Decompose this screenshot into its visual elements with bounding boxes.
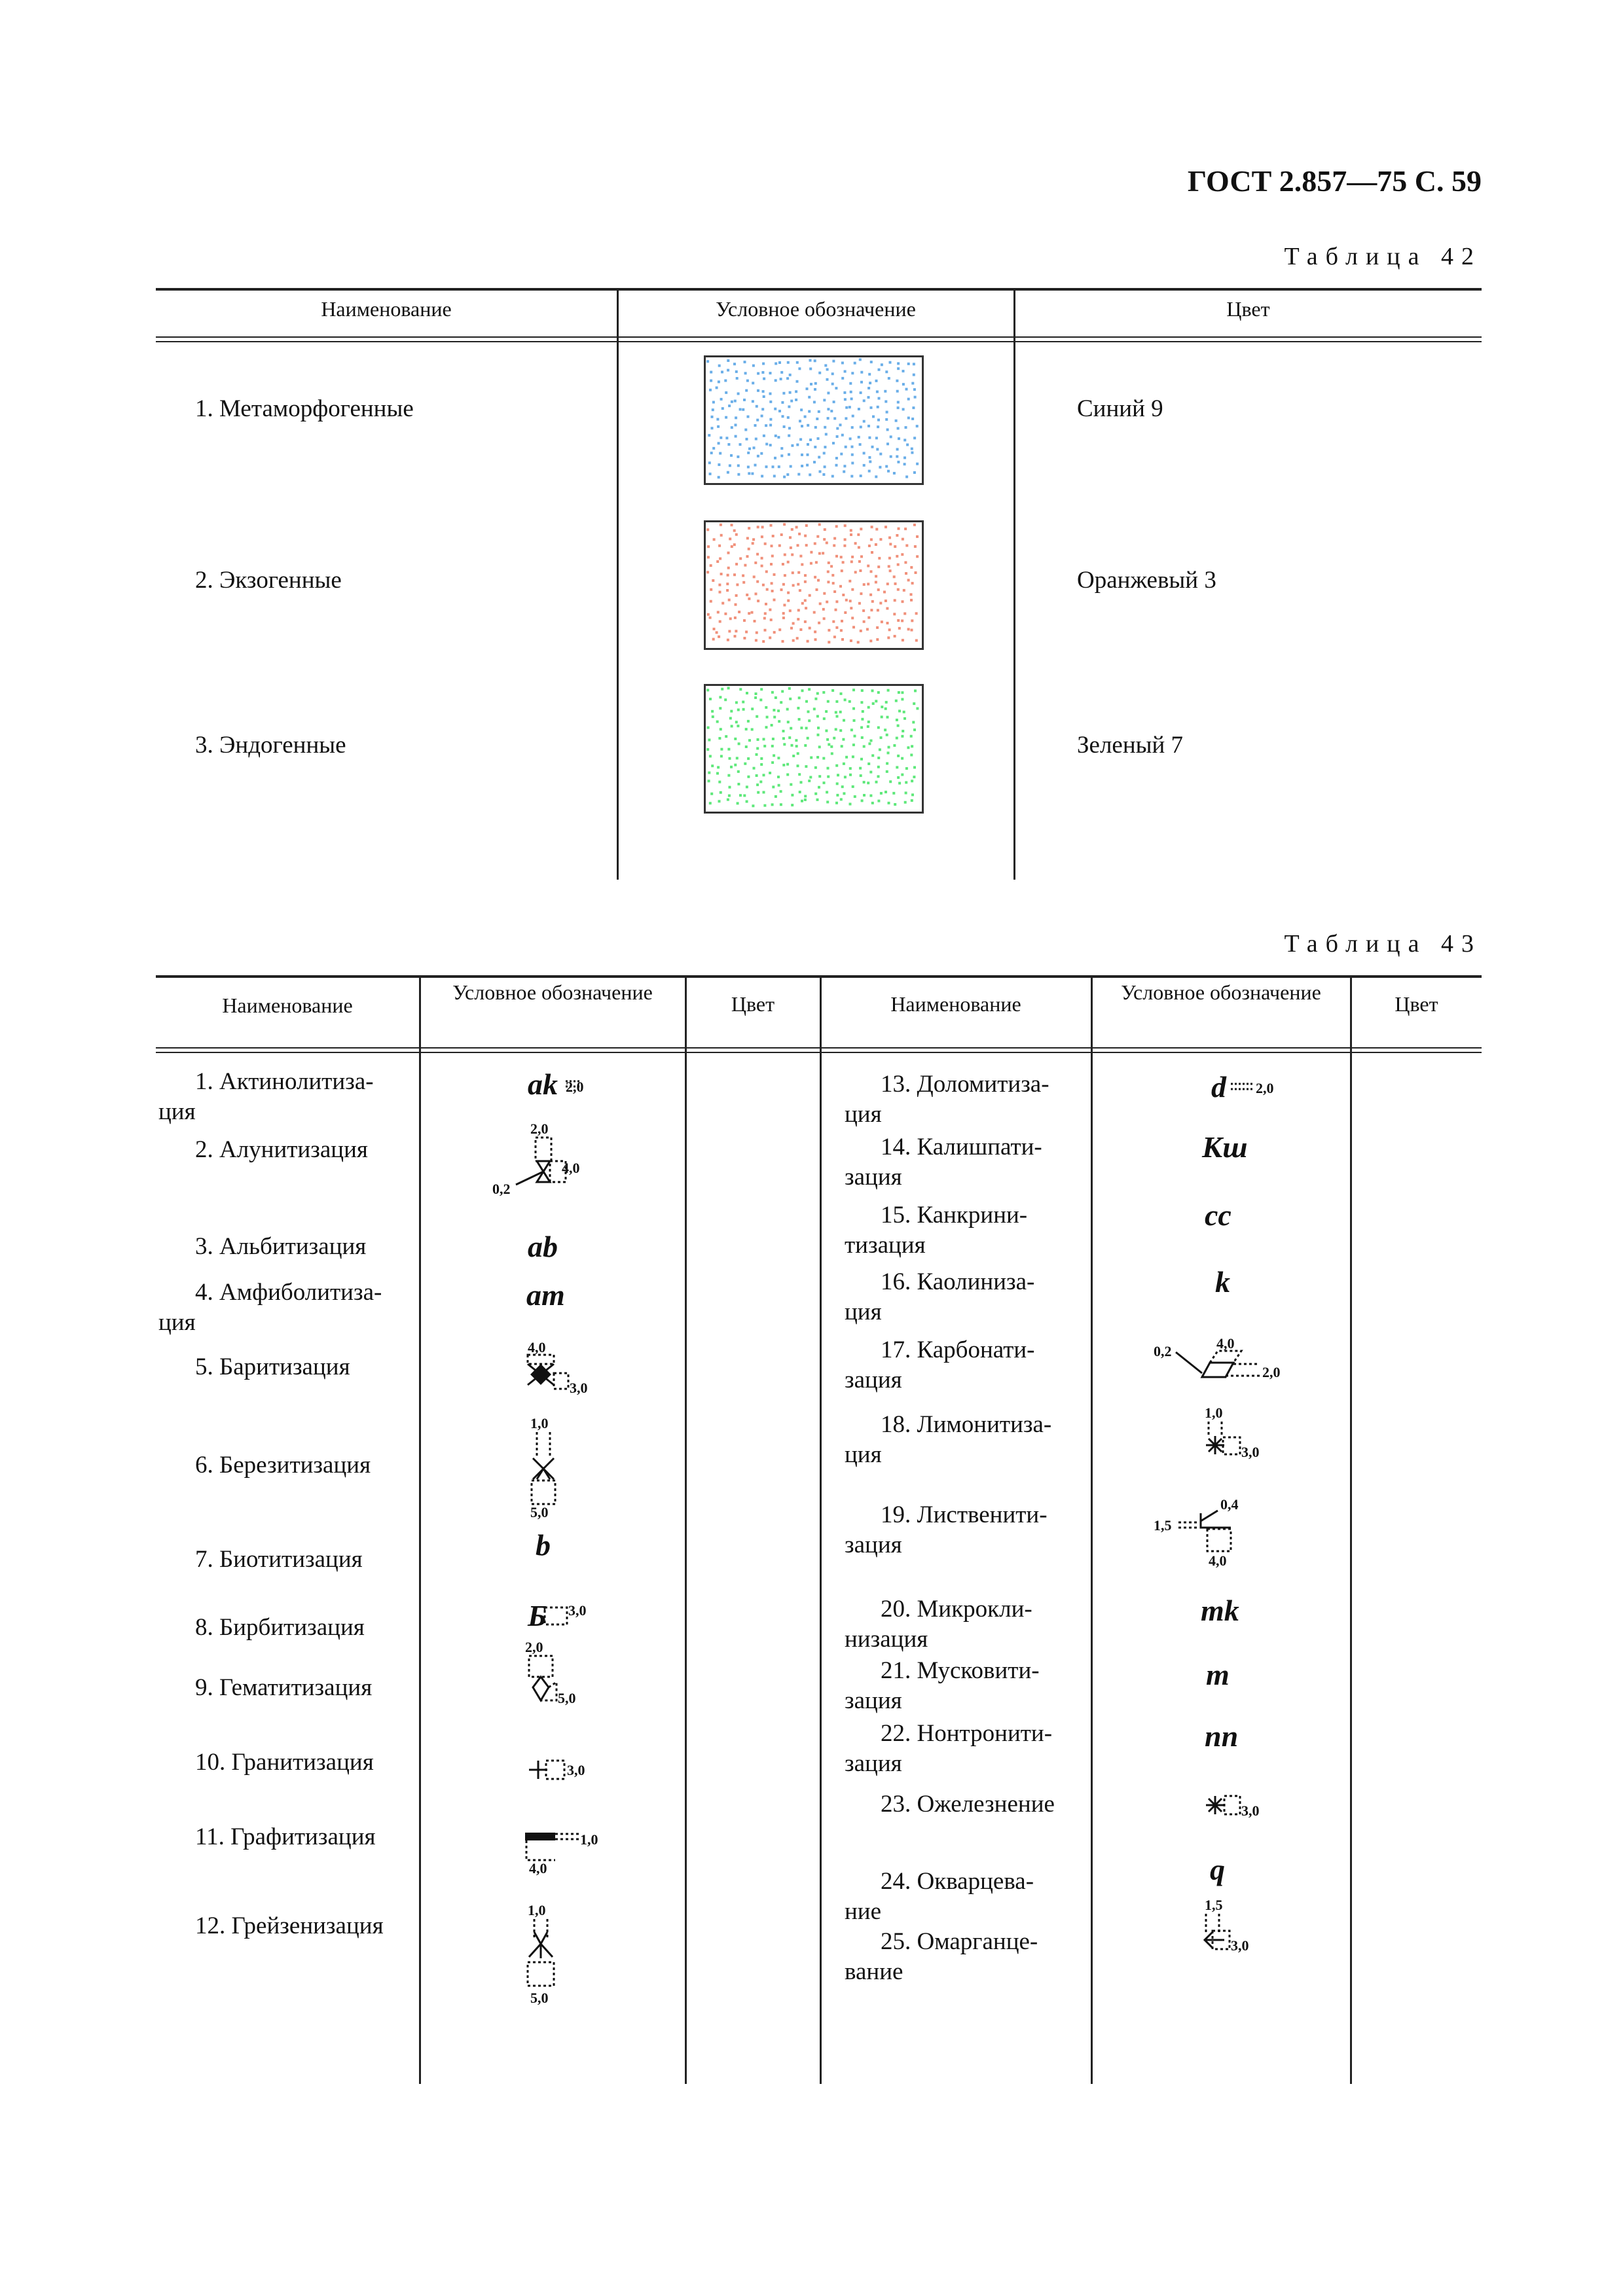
page-header: ГОСТ 2.857—75 С. 59 — [1187, 164, 1482, 198]
svg-text:5,0: 5,0 — [530, 1990, 549, 2006]
svg-text:3,0: 3,0 — [1241, 1803, 1260, 1819]
t43-name-11: 11. Графитизация — [195, 1823, 376, 1850]
symbol-hematitization — [525, 1639, 576, 1706]
svg-text:1,5: 1,5 — [1205, 1897, 1223, 1913]
symbol-kalishpatization: Кш — [1202, 1130, 1248, 1164]
t43-name-21-l1: 21. Мусковити- — [881, 1657, 1040, 1684]
svg-text:3,0: 3,0 — [1241, 1444, 1260, 1460]
symbol-ab: ab — [528, 1230, 558, 1263]
table-42-row-3-color: Зеленый 7 — [1077, 732, 1184, 759]
t43-name-3: 3. Альбитизация — [195, 1233, 367, 1260]
symbol-limonitization — [1205, 1405, 1260, 1460]
symbol-okvartsevanie: q — [1210, 1853, 1225, 1886]
symbol-graphitization — [525, 1831, 598, 1876]
svg-text:1,0: 1,0 — [1205, 1405, 1223, 1421]
t43-name-19-l2: зация — [845, 1532, 902, 1558]
t43-name-1-l1: 1. Актинолитиза- — [195, 1068, 374, 1095]
t43-name-25-l1: 25. Омарганце- — [881, 1928, 1038, 1955]
t43-name-24-l1: 24. Окварцева- — [881, 1868, 1034, 1895]
svg-text:ak: ak — [528, 1067, 558, 1101]
symbol-granitization — [529, 1761, 585, 1779]
symbol-dolomitization — [1211, 1070, 1274, 1103]
symbol-microclinization: mk — [1201, 1594, 1239, 1627]
symbol-cancrinitization: cc — [1205, 1198, 1231, 1232]
table-43-col-symbol-right: Условное обозначение — [1121, 980, 1321, 1004]
svg-text:1,0: 1,0 — [528, 1902, 546, 1918]
symbol-nontronitization: nn — [1205, 1719, 1239, 1753]
svg-text:0,2: 0,2 — [492, 1181, 511, 1197]
svg-text:2,0: 2,0 — [566, 1079, 584, 1095]
svg-text:d: d — [1211, 1070, 1226, 1103]
t43-name-7: 7. Биотитизация — [195, 1546, 363, 1573]
svg-text:4,0: 4,0 — [1216, 1335, 1235, 1352]
symbol-baritization — [528, 1339, 588, 1396]
table-42-col-color: Цвет — [1226, 297, 1270, 321]
svg-text:5,0: 5,0 — [558, 1690, 576, 1706]
table-43-col-color-right: Цвет — [1395, 992, 1438, 1016]
symbol-kaolinization: k — [1215, 1265, 1230, 1299]
svg-text:4,0: 4,0 — [562, 1160, 580, 1176]
svg-text:4,0: 4,0 — [1209, 1552, 1227, 1569]
svg-text:3,0: 3,0 — [568, 1602, 587, 1619]
symbol-greisenization — [528, 1902, 554, 2006]
svg-text:1,5: 1,5 — [1154, 1517, 1172, 1534]
t43-name-23: 23. Ожелезнение — [881, 1791, 1055, 1818]
symbol-carbonatization — [1154, 1335, 1281, 1380]
t43-name-16-l1: 16. Каолиниза- — [881, 1268, 1035, 1295]
svg-text:Б: Б — [528, 1599, 547, 1632]
table-42-caption: Таблица 42 — [1284, 243, 1482, 270]
t43-name-21-l2: зация — [845, 1687, 902, 1714]
svg-text:1,0: 1,0 — [580, 1831, 598, 1848]
symbol-am: am — [526, 1278, 565, 1312]
t43-name-15-l2: тизация — [845, 1232, 926, 1259]
t43-name-24-l2: ние — [845, 1898, 882, 1925]
t43-name-4-l2: ция — [158, 1309, 196, 1336]
table-43-col-color-left: Цвет — [731, 992, 775, 1016]
svg-text:5,0: 5,0 — [530, 1504, 549, 1520]
svg-text:2,0: 2,0 — [1256, 1080, 1274, 1096]
t43-name-22-l1: 22. Нонтрoнити- — [881, 1720, 1053, 1747]
t43-name-17-l1: 17. Карбонати- — [881, 1336, 1035, 1363]
svg-text:0,4: 0,4 — [1220, 1496, 1239, 1513]
symbol-muscovitization: m — [1206, 1658, 1230, 1691]
table-42-col-name: Наименование — [321, 297, 452, 321]
t43-name-4-l1: 4. Амфиболитиза- — [195, 1279, 382, 1306]
svg-text:2,0: 2,0 — [1262, 1364, 1281, 1380]
symbol-ozheleznenie — [1206, 1796, 1260, 1819]
t43-name-25-l2: вание — [845, 1958, 903, 1985]
svg-text:1,0: 1,0 — [530, 1415, 549, 1431]
t43-name-19-l1: 19. Лиственити- — [881, 1501, 1048, 1528]
svg-text:4,0: 4,0 — [529, 1860, 547, 1876]
svg-text:2,0: 2,0 — [525, 1639, 543, 1655]
t43-name-6: 6. Березитизация — [195, 1452, 371, 1479]
svg-text:2,0: 2,0 — [530, 1121, 549, 1137]
table-43-col-name-left: Наименование — [222, 994, 353, 1017]
t43-name-18-l2: ция — [845, 1441, 882, 1468]
t43-name-18-l1: 18. Лимонитиза- — [881, 1411, 1052, 1438]
symbol-ak — [528, 1067, 584, 1101]
t43-name-20-l1: 20. Микрокли- — [881, 1596, 1032, 1623]
svg-text:3,0: 3,0 — [570, 1380, 588, 1396]
t43-name-20-l2: низация — [845, 1626, 928, 1653]
t43-name-9: 9. Гематитизация — [195, 1674, 373, 1701]
t43-name-12: 12. Грейзенизация — [195, 1912, 384, 1939]
svg-text:3,0: 3,0 — [567, 1762, 585, 1778]
t43-name-22-l2: зация — [845, 1750, 902, 1777]
table-42-row-2-color: Оранжевый 3 — [1077, 567, 1216, 594]
svg-text:4,0: 4,0 — [528, 1339, 546, 1355]
symbol-berezitization — [530, 1415, 555, 1520]
table-43-col-symbol-left: Условное обозначение — [452, 980, 653, 1004]
t43-name-2: 2. Алунитизация — [195, 1136, 368, 1163]
svg-text:3,0: 3,0 — [1231, 1937, 1249, 1954]
symbol-omargantsevanie — [1205, 1897, 1249, 1954]
t43-name-8: 8. Бирбитизация — [195, 1614, 365, 1641]
t43-name-13-l2: ция — [845, 1101, 882, 1128]
t43-name-16-l2: ция — [845, 1299, 882, 1325]
table-43-caption: Таблица 43 — [1284, 930, 1482, 958]
table-42-row-1-name: 1. Метаморфогенные — [195, 395, 414, 422]
symbol-alunitization — [492, 1121, 580, 1197]
symbol-listvenitization — [1154, 1496, 1239, 1569]
symbol-b: b — [536, 1528, 551, 1562]
t43-name-13-l1: 13. Доломитиза- — [881, 1071, 1049, 1098]
t43-name-15-l1: 15. Канкрини- — [881, 1202, 1028, 1229]
table-42-row-2-name: 2. Экзогенные — [195, 567, 342, 594]
table-42-row-1-color: Синий 9 — [1077, 395, 1163, 422]
t43-name-17-l2: зация — [845, 1367, 902, 1393]
t43-name-10: 10. Гранитизация — [195, 1749, 374, 1776]
table-42-row-3-name: 3. Эндогенные — [195, 732, 346, 759]
svg-text:0,2: 0,2 — [1154, 1343, 1172, 1359]
t43-name-14-l1: 14. Калишпати- — [881, 1134, 1042, 1160]
t43-name-5: 5. Баритизация — [195, 1354, 350, 1380]
symbol-birbitization — [527, 1599, 587, 1632]
t43-name-1-l2: ция — [158, 1098, 196, 1125]
table-42-col-symbol: Условное обозначение — [716, 297, 916, 321]
t43-name-14-l2: зация — [845, 1164, 902, 1191]
table-43-col-name-right: Наименование — [890, 992, 1021, 1016]
